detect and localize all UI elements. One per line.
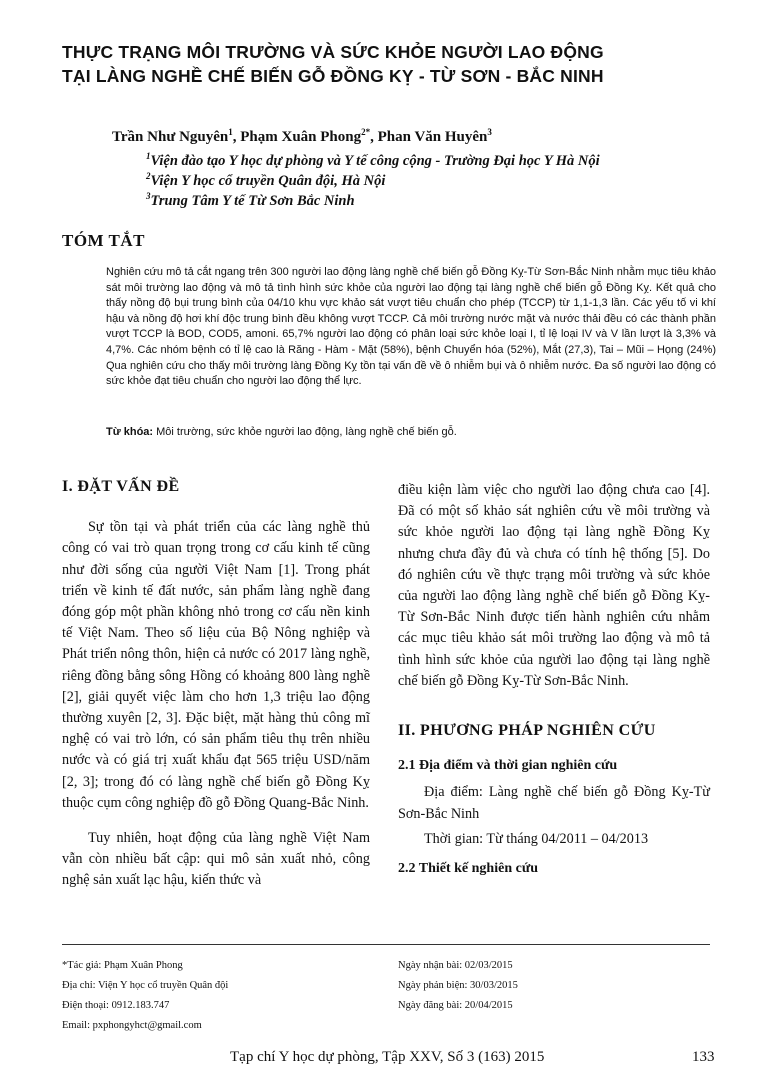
left-column: [62, 476, 370, 892]
author-separator: ,: [370, 129, 378, 145]
section-1-paragraph-2: Tuy nhiên, hoạt động của làng nghề Việt Nam vẫn còn nhiều bất cập: qui mô sản xuất nhỏ, công nghệ sản xuất lạc hậu, kiến thức và: [62, 830, 370, 889]
journal-footer: Tạp chí Y học dự phòng, Tập XXV, Số 3 (163) 2015: [230, 1049, 545, 1065]
footnote-divider: [62, 944, 710, 945]
subsection-2-1-heading: 2.1 Địa điểm và thời gian nghiên cứu: [398, 758, 618, 774]
affiliation-3: [146, 191, 355, 210]
page-number: 133: [692, 1049, 715, 1065]
affiliation-text: Viện đào tạo Y học dự phòng và Y tế công cộng - Trường Đại học Y Hà Nội: [150, 152, 600, 169]
footnote-email: Email: pxphongyhct@gmail.com: [62, 1020, 202, 1031]
study-place: Địa điểm: Làng nghề chế biến gỗ Đồng Kỵ-Từ Sơn-Bắc Ninh: [398, 784, 710, 822]
title-line-1: THỰC TRẠNG MÔI TRƯỜNG VÀ SỨC KHỎE NGƯỜI LAO ĐỘNG: [62, 42, 604, 62]
affiliation-2: [146, 171, 385, 190]
right-column: [398, 480, 710, 879]
author-list: [112, 127, 492, 146]
author-1-name: Trần Như Nguyên: [112, 129, 229, 145]
footnote-phone: Điện thoại: 0912.183.747: [62, 1000, 170, 1011]
footnote-author: *Tác giả: Phạm Xuân Phong: [62, 960, 183, 971]
footnote-publish-date: Ngày đăng bài: 20/04/2015: [398, 1000, 513, 1011]
abstract-heading: TÓM TẮT: [62, 231, 146, 250]
affiliation-marker: 3: [146, 191, 151, 201]
footnote-received-date: Ngày nhận bài: 02/03/2015: [398, 960, 513, 971]
author-1-marker: 1: [228, 127, 233, 137]
keywords-label: Từ khóa:: [106, 426, 154, 438]
section-2-heading: II. PHƯƠNG PHÁP NGHIÊN CỨU: [398, 722, 656, 740]
affiliation-marker: 2: [146, 171, 151, 181]
footnote-address: Địa chỉ: Viện Y học cổ truyền Quân đội: [62, 980, 229, 991]
keywords: [106, 425, 716, 440]
author-3-marker: 3: [487, 127, 492, 137]
affiliation-marker: 1: [146, 151, 151, 161]
section-1-paragraph-3: điều kiện làm việc cho người lao động chưa cao [4]. Đã có một số khảo sát nghiên cứu về môi trường và sức khỏe người lao động tại làng nghề Đồng Kỵ nhưng chưa đầy đủ và chưa có tính hệ thống [5]. Do đó nghiên cứu về thực trạng môi trường và sức khỏe của người lao động làng nghề chế biến gỗ Đồng Kỵ-Từ Sơn-Bắc Ninh được tiến hành nghiên cứu nhằm các mục tiêu khảo sát môi trường lao động và mô tả tình hình sức khỏe của người lao động tại làng nghề chế biến gỗ Đồng Kỵ-Từ Sơn-Bắc Ninh.: [398, 482, 710, 689]
section-1-heading: I. ĐẶT VẤN ĐỀ: [62, 478, 180, 495]
author-2-name: Phạm Xuân Phong: [240, 129, 362, 145]
title-line-2: TẠI LÀNG NGHỀ CHẾ BIẾN GỖ ĐỒNG KỴ - TỪ SƠN - BẮC NINH: [62, 66, 604, 86]
keywords-text: Môi trường, sức khỏe người lao động, làng nghề chế biến gỗ.: [153, 426, 457, 438]
affiliation-text: Viện Y học cổ truyền Quân đội, Hà Nội: [150, 172, 386, 189]
author-2-marker: 2*: [361, 127, 371, 137]
affiliation-text: Trung Tâm Y tế Từ Sơn Bắc Ninh: [150, 192, 355, 209]
article-title: [62, 40, 742, 88]
section-1-paragraph-1: Sự tồn tại và phát triển của các làng nghề thủ công có vai trò quan trọng trong cơ cấu kinh tế cũng như đời sống của người Việt Nam [1]. Trong phát triển về kinh tế đất nước, sản phẩm làng nghề đang đóng góp một phần không nhỏ trong cơ cấu nền kinh tế Việt Nam. Theo số liệu của Bộ Nông nghiệp và Phát triển nông thôn, hiện cả nước có 2017 làng nghề, riêng đồng bằng sông Hồng có khoảng 800 làng nghề [2], giải quyết việc làm cho hơn 1,3 triệu lao động thường xuyên [2, 3]. Đặc biệt, mặt hàng thủ công mĩ nghệ có vai trò lớn, có sản phẩm tiêu thụ trên nhiều nước và có giá trị xuất khẩu đạt 565 triệu USD/năm [2, 3]; trong đó có làng nghề chế biến gỗ Đồng Kỵ thuộc cụm công nghiệp đồ gỗ Đồng Quang-Bắc Ninh.: [62, 519, 370, 811]
affiliation-1: [146, 151, 600, 170]
footnote-review-date: Ngày phản biện: 30/03/2015: [398, 980, 518, 991]
abstract-text: Nghiên cứu mô tả cắt ngang trên 300 người lao động làng nghề chế biến gỗ Đồng Kỵ-Từ Sơn-Bắc Ninh nhằm mục tiêu khảo sát môi trường lao động và mô tả tình hình sức khỏe của người lao động tại làng nghề chế biến gỗ Đồng Kỵ. Kết quả cho thấy nồng độ bụi trung bình của 04/10 khu vực khảo sát vượt tiêu chuẩn cho phép (TCCP) từ 1,1-1,3 lần. Các yếu tố vi khí hậu và nồng độ hơi khí độc trung bình đều không vượt TCCP. Cả môi trường nước mặt và nước thải đều có các thành phần vượt TCCP là BOD, COD5, amoni. 65,7% người lao động có phân loại sức khỏe loại I, tỉ lệ loại IV và V lần lượt là 3,3% và 4,7%. Các nhóm bệnh có tỉ lệ cao là Răng - Hàm - Mặt (58%), bệnh Chuyển hóa (52%), Mắt (27,3), Tai – Mũi – Họng (24%) Qua nghiên cứu cho thấy môi trường làng Đồng Kỵ tồn tại vấn đề về ô nhiễm bụi và ô nhiễm nước. Đa số người lao động có sức khỏe đạt tiêu chuẩn cho người lao động thể lực.: [106, 266, 716, 388]
author-separator: ,: [232, 129, 241, 145]
subsection-2-2-heading: 2.2 Thiết kế nghiên cứu: [398, 861, 538, 877]
study-time: Thời gian: Từ tháng 04/2011 – 04/2013: [424, 830, 649, 847]
author-3-name: Phan Văn Huyên: [377, 129, 488, 145]
